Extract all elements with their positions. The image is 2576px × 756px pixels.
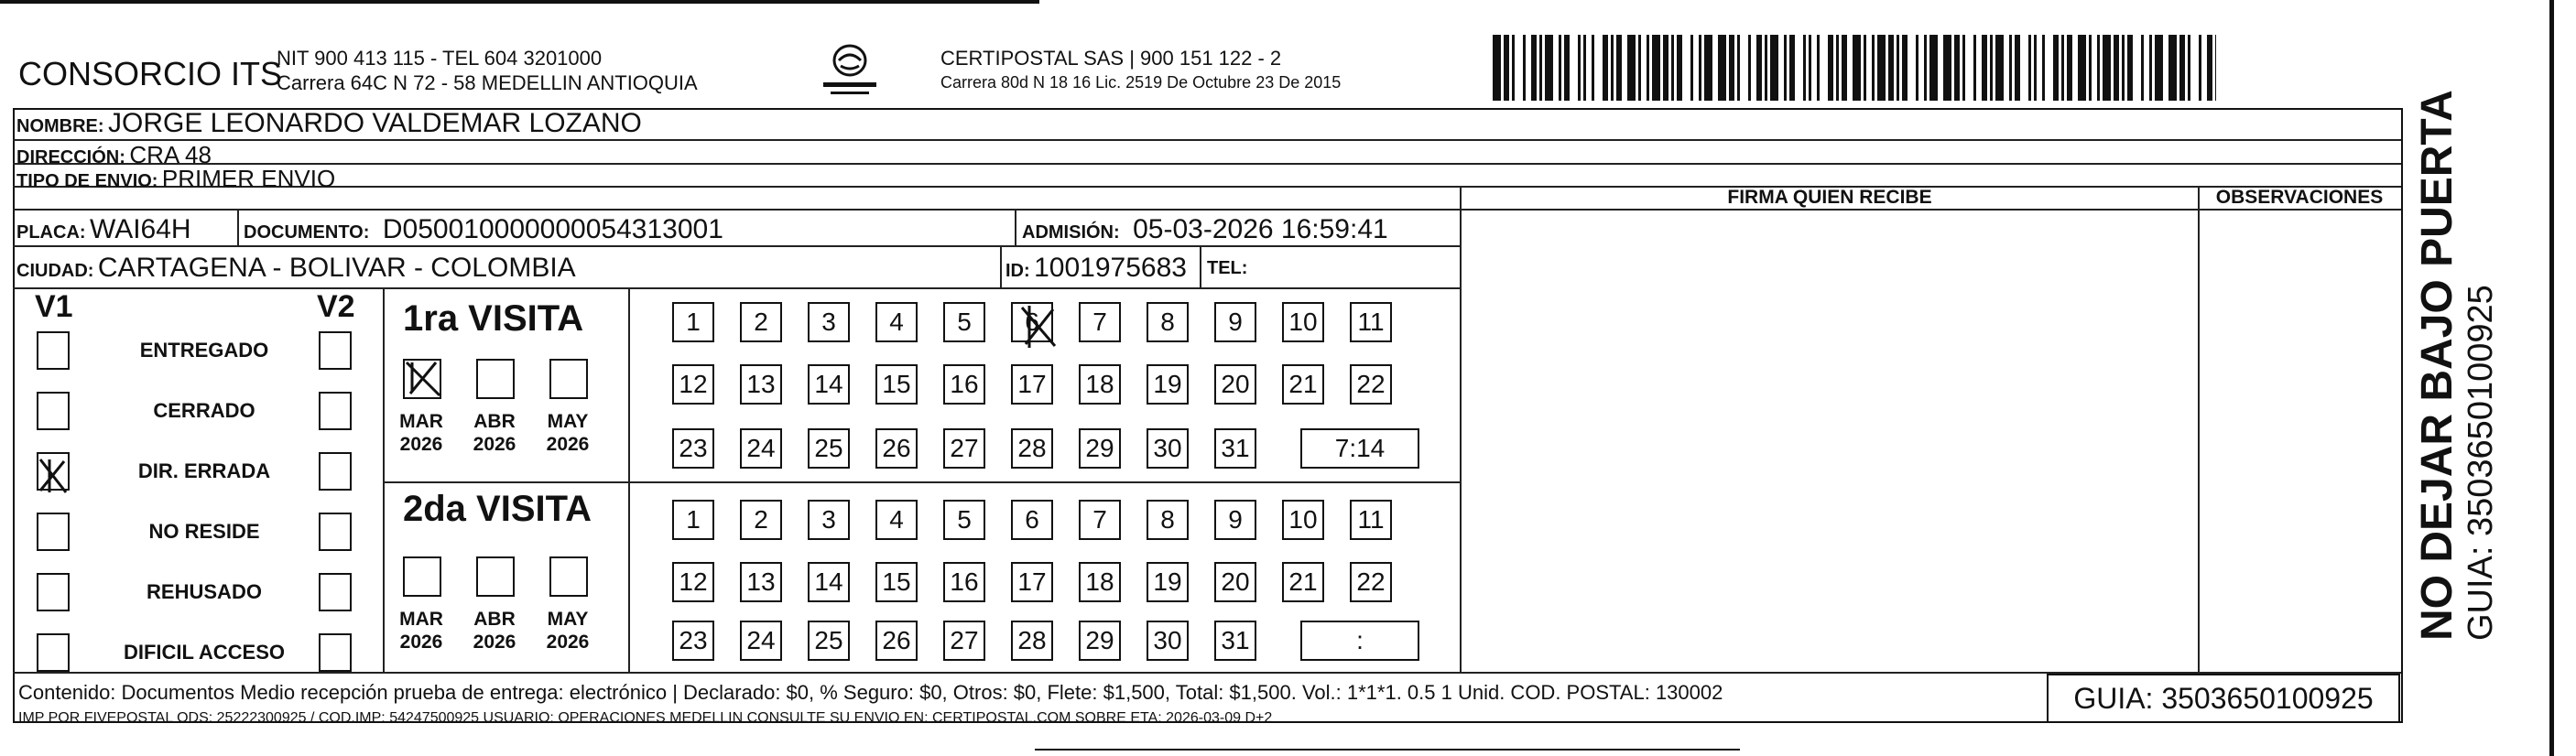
- documento-label: DOCUMENTO:: [244, 222, 370, 243]
- tel-label: TEL:: [1207, 258, 1248, 278]
- barcode-bar: [2028, 35, 2031, 101]
- barcode-bar: [2097, 35, 2100, 101]
- month-year: 2026: [473, 434, 516, 455]
- month-label: [540, 608, 595, 653]
- v1-checkbox[interactable]: [37, 633, 70, 672]
- barcode-bar: [1512, 35, 1515, 101]
- top-rule: [0, 0, 1039, 4]
- day-box[interactable]: 19: [1147, 364, 1189, 405]
- col-divider: [237, 209, 239, 247]
- right-edge-rule: [2549, 0, 2554, 756]
- barcode-bar: [1789, 35, 1795, 101]
- barcode-bar: [2122, 35, 2125, 101]
- barcode-bar: [1784, 35, 1787, 101]
- barcode-bar: [1916, 35, 1918, 101]
- barcode-bar: [1853, 35, 1861, 101]
- day-box[interactable]: 20: [1214, 562, 1256, 602]
- day-box[interactable]: 10: [1282, 302, 1324, 342]
- day-box[interactable]: 5: [943, 302, 985, 342]
- status-label: DIR. ERRADA: [137, 459, 271, 482]
- barcode-bar: [2053, 35, 2059, 101]
- month-name: ABR: [473, 411, 516, 432]
- month-name: MAY: [547, 609, 589, 630]
- id-row: [1005, 253, 1187, 284]
- day-box[interactable]: 26: [875, 621, 918, 661]
- day-box[interactable]: 21: [1282, 364, 1324, 405]
- col-divider: [1000, 245, 1002, 287]
- barcode-bar: [1973, 35, 1976, 101]
- barcode-bar: [2089, 35, 2092, 101]
- day-box[interactable]: 15: [875, 364, 918, 405]
- v2-checkbox[interactable]: [319, 573, 352, 611]
- day-box[interactable]: 7: [1079, 302, 1121, 342]
- v2-checkbox[interactable]: [319, 513, 352, 551]
- handwritten-x-mark: [1016, 304, 1062, 351]
- day-box[interactable]: 28: [1011, 621, 1053, 661]
- barcode-bar: [1756, 35, 1762, 101]
- footer-print-line: IMP POR FIVEPOSTAL ODS: 25222300925 / COD.IMP: 54247500925 USUARIO: OPERACIONES MEDELLIN CONSULTE SU ENVIO EN: CERTIPOSTAL.COM SOBRE ETA: 2026-03-09 D+2: [18, 710, 1273, 726]
- month-checkbox[interactable]: [476, 359, 515, 399]
- day-box[interactable]: 17: [1011, 364, 1053, 405]
- col-divider: [1015, 209, 1016, 247]
- barcode-bar: [1652, 35, 1660, 101]
- barcode-bar: [1592, 35, 1594, 101]
- barcode-bar: [1929, 35, 1938, 101]
- barcode-bar: [1836, 35, 1839, 101]
- barcode-bar: [2078, 35, 2086, 101]
- month-checkbox[interactable]: [403, 556, 441, 597]
- barcode-bar: [2067, 35, 2072, 101]
- barcode-bar: [1704, 35, 1712, 101]
- footer-divider: [13, 672, 2401, 674]
- month-name: ABR: [473, 609, 516, 630]
- barcode-bar: [2188, 35, 2190, 101]
- barcode-bar: [1677, 35, 1682, 101]
- day-box[interactable]: 30: [1147, 428, 1189, 469]
- day-box[interactable]: 6: [1011, 302, 1053, 342]
- day-box[interactable]: 10: [1282, 500, 1324, 540]
- status-label: DIFICIL ACCESO: [123, 641, 285, 664]
- row-divider: [13, 287, 1462, 289]
- barcode-bar: [1924, 35, 1927, 101]
- month-year: 2026: [399, 434, 443, 455]
- day-box[interactable]: 24: [740, 428, 782, 469]
- day-box[interactable]: 29: [1079, 428, 1121, 469]
- barcode-bar: [1962, 35, 1965, 101]
- v2-checkbox[interactable]: [319, 633, 352, 672]
- certipostal-logo-icon: [818, 40, 882, 103]
- day-box[interactable]: 23: [672, 428, 714, 469]
- barcode-bar: [1737, 35, 1740, 101]
- tel-row: [1207, 258, 1247, 279]
- barcode-bar: [1842, 35, 1847, 101]
- ciudad-label: CIUDAD:: [16, 261, 94, 281]
- barcode-bar: [1611, 35, 1614, 101]
- barcode-bar: [1545, 35, 1553, 101]
- id-value: 1001975683: [1034, 253, 1187, 283]
- v1-checkbox[interactable]: [37, 513, 70, 551]
- day-box[interactable]: 30: [1147, 621, 1189, 661]
- barcode-bar: [2114, 35, 2119, 101]
- barcode-bar: [2141, 35, 2144, 101]
- barcode-bar: [1690, 35, 1693, 101]
- month-label: [394, 410, 449, 456]
- handwritten-x-mark: [403, 359, 445, 399]
- company-name: CONSORCIO ITS: [18, 55, 283, 92]
- barcode-bar: [1616, 35, 1622, 101]
- month-name: MAR: [399, 411, 443, 432]
- barcode-bar: [1995, 35, 2004, 101]
- admision-label: ADMISIÓN:: [1022, 222, 1120, 243]
- day-box[interactable]: 24: [740, 621, 782, 661]
- placa-row: [16, 214, 191, 245]
- day-box[interactable]: 19: [1147, 562, 1189, 602]
- barcode-bar: [1982, 35, 1987, 101]
- day-box[interactable]: 22: [1350, 562, 1392, 602]
- barcode-bar: [2207, 35, 2212, 101]
- row-divider: [13, 163, 2401, 165]
- barcode-bar: [1828, 35, 1833, 101]
- barcode-bar: [1897, 35, 1899, 101]
- first-visit-time[interactable]: 7:14: [1300, 428, 1419, 469]
- v1-header: V1: [35, 289, 73, 324]
- row-divider: [13, 209, 2401, 211]
- barcode-bar: [1864, 35, 1866, 101]
- month-label: [540, 410, 595, 456]
- certipostal-info: [940, 46, 1341, 95]
- barcode-bar: [1671, 35, 1674, 101]
- certipostal-license: Carrera 80d N 18 16 Lic. 2519 De Octubre 23 De 2015: [940, 73, 1342, 92]
- barcode-bar: [1523, 35, 1526, 101]
- direccion-label: DIRECCIÓN:: [16, 147, 125, 167]
- barcode-icon: [1493, 35, 2216, 101]
- status-label: CERRADO: [153, 399, 255, 422]
- barcode-bar: [2009, 35, 2012, 101]
- placa-value: WAI64H: [90, 214, 191, 244]
- id-label: ID:: [1005, 261, 1030, 281]
- v2-header: V2: [317, 289, 355, 324]
- company-address: Carrera 64C N 72 - 58 MEDELLIN ANTIOQUIA: [277, 71, 698, 94]
- barcode-bar: [1902, 35, 1908, 101]
- month-checkbox[interactable]: [549, 556, 588, 597]
- certipostal-name: CERTIPOSTAL SAS | 900 151 122 - 2: [940, 47, 1282, 70]
- documento-value: D050010000000054313001: [382, 214, 723, 244]
- barcode-bar: [1954, 35, 1960, 101]
- firma-header: FIRMA QUIEN RECIBE: [1727, 187, 1932, 208]
- observaciones-header: OBSERVACIONES: [2215, 187, 2384, 208]
- month-label: [467, 608, 522, 653]
- no-dejar-warning: NO DEJAR BAJO PUERTA: [2413, 90, 2462, 641]
- col-divider: [1200, 245, 1201, 287]
- day-box[interactable]: 31: [1214, 428, 1256, 469]
- day-box[interactable]: 22: [1350, 364, 1392, 405]
- admision-row: [1022, 214, 1388, 245]
- day-box[interactable]: 28: [1011, 428, 1053, 469]
- side-guia: GUIA: 3503650100925: [2462, 285, 2500, 641]
- day-box[interactable]: 16: [943, 364, 985, 405]
- day-box[interactable]: 2: [740, 500, 782, 540]
- v2-checkbox[interactable]: [319, 392, 352, 430]
- month-year: 2026: [473, 632, 516, 653]
- month-checkbox[interactable]: [476, 556, 515, 597]
- day-box[interactable]: 8: [1147, 302, 1189, 342]
- barcode-bar: [2034, 35, 2037, 101]
- company-nit: NIT 900 413 115 - TEL 604 3201000: [277, 47, 603, 70]
- day-box[interactable]: 11: [1350, 302, 1392, 342]
- day-box[interactable]: 14: [808, 364, 850, 405]
- month-year: 2026: [546, 632, 590, 653]
- company-info: [277, 46, 698, 95]
- barcode-bar: [1583, 35, 1586, 101]
- direccion-value: CRA 48: [129, 141, 212, 168]
- day-box[interactable]: 5: [943, 500, 985, 540]
- day-box[interactable]: 4: [875, 302, 918, 342]
- day-box[interactable]: 20: [1214, 364, 1256, 405]
- day-box[interactable]: 9: [1214, 302, 1256, 342]
- barcode-bar: [2179, 35, 2185, 101]
- status-label: NO RESIDE: [148, 520, 260, 543]
- day-box[interactable]: 27: [943, 428, 985, 469]
- barcode-bar: [1627, 35, 1636, 101]
- barcode-bar: [1770, 35, 1778, 101]
- barcode-bar: [1803, 35, 1806, 101]
- barcode-bar: [1990, 35, 1993, 101]
- barcode-bar: [1578, 35, 1581, 101]
- month-year: 2026: [546, 434, 590, 455]
- barcode-bar: [1765, 35, 1767, 101]
- barcode-bar: [1638, 35, 1641, 101]
- tipo-row: [16, 165, 335, 193]
- nombre-value: JORGE LEONARDO VALDEMAR LOZANO: [108, 108, 642, 138]
- ciudad-value: CARTAGENA - BOLIVAR - COLOMBIA: [97, 253, 576, 283]
- day-box[interactable]: 29: [1079, 621, 1121, 661]
- ciudad-row: [16, 253, 576, 284]
- month-checkbox[interactable]: [549, 359, 588, 399]
- barcode-bar: [1809, 35, 1811, 101]
- barcode-bar: [2061, 35, 2064, 101]
- day-box[interactable]: 11: [1350, 500, 1392, 540]
- day-box[interactable]: 16: [943, 562, 985, 602]
- barcode-bar: [2127, 35, 2133, 101]
- tipo-value: PRIMER ENVIO: [161, 165, 336, 192]
- day-box[interactable]: 1: [672, 302, 714, 342]
- barcode-bar: [2155, 35, 2163, 101]
- v1-checkbox[interactable]: [37, 392, 70, 430]
- row-divider: [13, 245, 1462, 247]
- day-box[interactable]: 4: [875, 500, 918, 540]
- day-box[interactable]: 14: [808, 562, 850, 602]
- day-box[interactable]: 7: [1079, 500, 1121, 540]
- admision-value: 05-03-2026 16:59:41: [1133, 214, 1388, 244]
- second-visit-time[interactable]: :: [1300, 621, 1419, 661]
- day-box[interactable]: 27: [943, 621, 985, 661]
- day-box[interactable]: 2: [740, 302, 782, 342]
- status-label: REHUSADO: [147, 580, 262, 603]
- col-divider: [628, 287, 630, 672]
- barcode-bar: [2199, 35, 2201, 101]
- barcode-bar: [2103, 35, 2111, 101]
- barcode-bar: [1718, 35, 1726, 101]
- status-label: ENTREGADO: [139, 339, 269, 362]
- month-name: MAY: [547, 411, 589, 432]
- bottom-rule: [1035, 749, 1740, 751]
- barcode-bar: [1872, 35, 1875, 101]
- barcode-bar: [1531, 35, 1537, 101]
- barcode-bar: [2149, 35, 2152, 101]
- v1-checkbox[interactable]: [37, 573, 70, 611]
- month-year: 2026: [399, 632, 443, 653]
- footer-content-line: Contenido: Documentos Medio recepción prueba de entrega: electrónico | Declarado: $0, % Seguro: $0, Otros: $0, Flete: $1,500, Total: $1,500. Vol.: 1*1*1. 0.5 1 Unid. COD. POSTAL: 130002: [18, 681, 1723, 704]
- barcode-bar: [1943, 35, 1951, 101]
- month-label: [394, 608, 449, 653]
- day-box[interactable]: 26: [875, 428, 918, 469]
- barcode-bar: [1493, 35, 1501, 101]
- day-box[interactable]: 1: [672, 500, 714, 540]
- barcode-bar: [1603, 35, 1608, 101]
- barcode-bar: [1504, 35, 1509, 101]
- barcode-bar: [1888, 35, 1894, 101]
- guia-number-box: GUIA: 3503650100925: [2047, 674, 2400, 723]
- barcode-bar: [1748, 35, 1751, 101]
- day-box[interactable]: 13: [740, 562, 782, 602]
- day-box[interactable]: 9: [1214, 500, 1256, 540]
- handwritten-x-mark: [35, 456, 71, 496]
- day-box[interactable]: 13: [740, 364, 782, 405]
- day-box[interactable]: 8: [1147, 500, 1189, 540]
- visit-divider: [383, 481, 1462, 483]
- documento-row: [244, 214, 723, 245]
- barcode-bar: [1699, 35, 1701, 101]
- v1-checkbox[interactable]: [37, 331, 70, 370]
- day-box[interactable]: 3: [808, 302, 850, 342]
- day-box[interactable]: 21: [1282, 562, 1324, 602]
- nombre-row: [16, 108, 642, 139]
- barcode-bar: [1539, 35, 1542, 101]
- barcode-bar: [1817, 35, 1820, 101]
- col-divider: [383, 287, 385, 672]
- day-box[interactable]: 17: [1011, 562, 1053, 602]
- day-box[interactable]: 15: [875, 562, 918, 602]
- barcode-bar: [1564, 35, 1570, 101]
- v2-checkbox[interactable]: [319, 452, 352, 491]
- month-name: MAR: [399, 609, 443, 630]
- barcode-bar: [2015, 35, 2020, 101]
- col-divider: [2198, 186, 2200, 673]
- barcode-bar: [1559, 35, 1561, 101]
- barcode-bar: [2042, 35, 2045, 101]
- day-box[interactable]: 25: [808, 621, 850, 661]
- day-box[interactable]: 12: [672, 562, 714, 602]
- col-divider: [1460, 186, 1462, 673]
- barcode-bar: [2215, 35, 2216, 101]
- day-box[interactable]: 12: [672, 364, 714, 405]
- barcode-bar: [1663, 35, 1668, 101]
- v2-checkbox[interactable]: [319, 331, 352, 370]
- tipo-label: TIPO DE ENVIO:: [16, 171, 158, 191]
- barcode-bar: [1647, 35, 1649, 101]
- nombre-label: NOMBRE:: [16, 116, 104, 136]
- barcode-bar: [1729, 35, 1734, 101]
- side-vertical-text: [2414, 90, 2500, 641]
- month-label: [467, 410, 522, 456]
- placa-label: PLACA:: [16, 222, 86, 243]
- day-box[interactable]: 3: [808, 500, 850, 540]
- first-visit-title: 1ra VISITA: [403, 298, 584, 339]
- row-divider: [13, 139, 2401, 141]
- day-box[interactable]: 18: [1079, 364, 1121, 405]
- barcode-bar: [1877, 35, 1886, 101]
- day-box[interactable]: 6: [1011, 500, 1053, 540]
- barcode-bar: [2168, 35, 2177, 101]
- day-box[interactable]: 31: [1214, 621, 1256, 661]
- day-box[interactable]: 18: [1079, 562, 1121, 602]
- day-box[interactable]: 25: [808, 428, 850, 469]
- day-box[interactable]: 23: [672, 621, 714, 661]
- second-visit-title: 2da VISITA: [403, 489, 592, 529]
